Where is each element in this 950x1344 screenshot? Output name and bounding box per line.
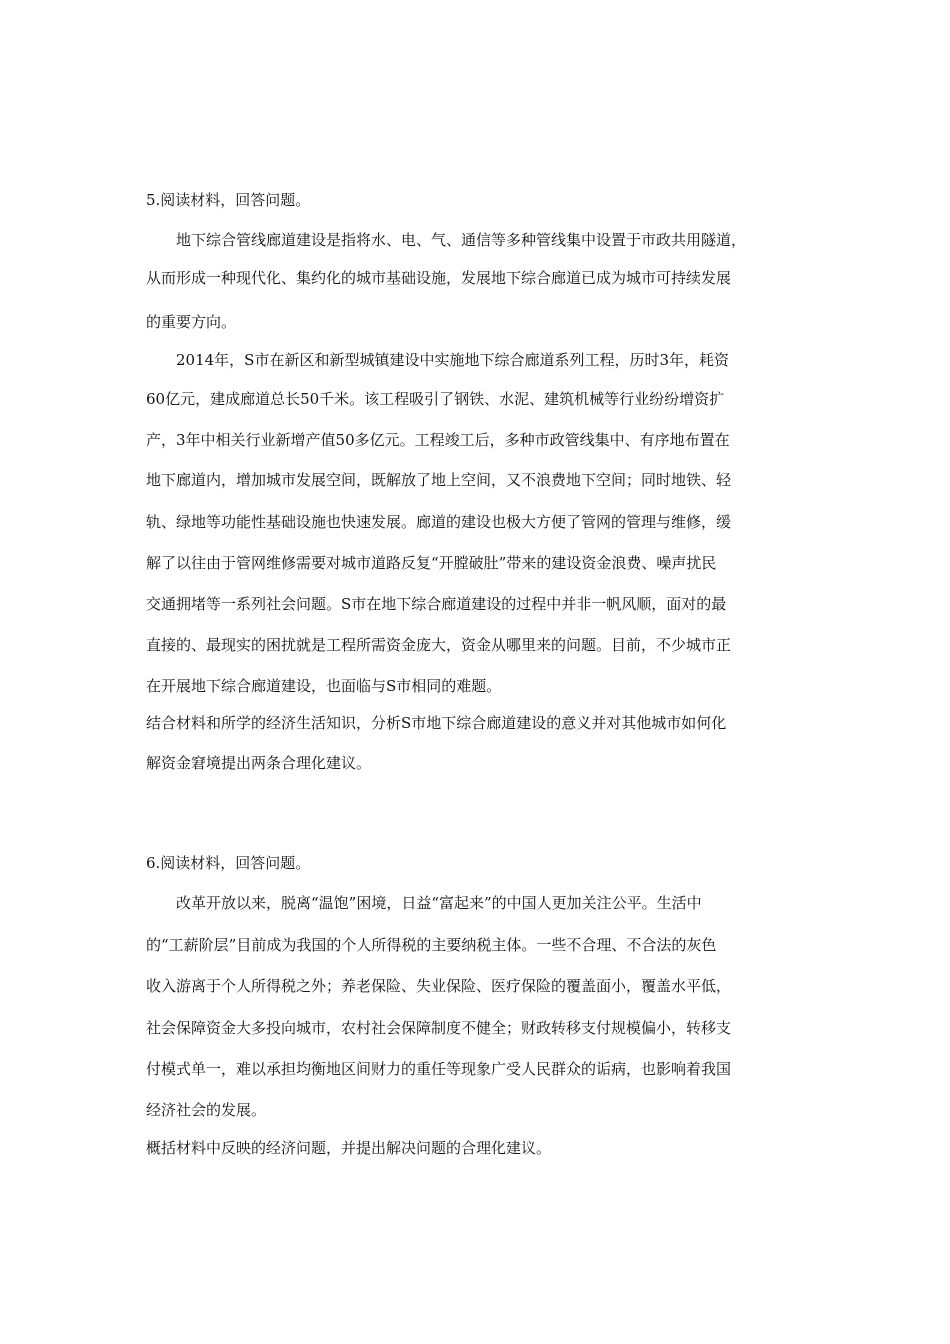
text-line: 60亿元，建成廊道总长50千米。该工程吸引了钢铁、水泥、建筑机械等行业纷纷增资扩	[146, 390, 725, 408]
text-line: 2014年，S市在新区和新型城镇建设中实施地下综合廊道系列工程，历时3年，耗资	[176, 351, 729, 369]
text-line: 地下综合管线廊道建设是指将水、电、气、通信等多种管线集中设置于市政共用隧道，	[176, 231, 747, 249]
text-line: 直接的、最现实的困扰就是工程所需资金庞大，资金从哪里来的问题。目前，不少城市正	[146, 636, 732, 654]
text-line: 付模式单一，难以承担均衡地区间财力的重任等现象广受人民群众的诟病，也影响着我国	[146, 1060, 732, 1078]
text-line: 产，3年中相关行业新增产值50多亿元。工程竣工后，多种市政管线集中、有序地布置在	[146, 431, 730, 449]
text-line: 从而形成一种现代化、集约化的城市基础设施，发展地下综合廊道已成为城市可持续发展	[146, 269, 732, 287]
text-line: 的重要方向。	[146, 313, 237, 331]
text-line: 的“工薪阶层”目前成为我国的个人所得税的主要纳税主体。一些不合理、不合法的灰色	[146, 936, 717, 954]
text-line: 交通拥堵等一系列社会问题。S市在地下综合廊道建设的过程中并非一帆风顺，面对的最	[146, 595, 727, 613]
question-5-prompt-line: 解资金窘境提出两条合理化建议。	[146, 754, 372, 772]
text-line: 解了以往由于管网维修需要对城市道路反复“开膛破肚”带来的建设资金浪费、噪声扰民	[146, 554, 717, 572]
question-6-prompt-line: 概括材料中反映的经济问题，并提出解决问题的合理化建议。	[146, 1139, 552, 1157]
text-line: 地下廊道内，增加城市发展空间，既解放了地上空间，又不浪费地下空间；同时地铁、轻	[146, 471, 732, 489]
question-5-prompt-line: 结合材料和所学的经济生活知识，分析S市地下综合廊道建设的意义并对其他城市如何化	[146, 714, 727, 732]
text-line: 改革开放以来，脱离“温饱”困境，日益“富起来”的中国人更加关注公平。生活中	[176, 894, 702, 912]
text-line: 社会保障资金大多投向城市，农村社会保障制度不健全；财政转移支付规模偏小，转移支	[146, 1019, 732, 1037]
text-line: 在开展地下综合廊道建设，也面临与S市相同的难题。	[146, 677, 502, 695]
text-line: 收入游离于个人所得税之外；养老保险、失业保险、医疗保险的覆盖面小，覆盖水平低，	[146, 977, 732, 995]
question-6-heading: 6.阅读材料，回答问题。	[146, 854, 311, 872]
text-line: 轨、绿地等功能性基础设施也快速发展。廊道的建设也极大方便了管网的管理与维修，缓	[146, 513, 732, 531]
question-5-heading: 5.阅读材料，回答问题。	[146, 191, 311, 209]
text-line: 经济社会的发展。	[146, 1101, 267, 1119]
